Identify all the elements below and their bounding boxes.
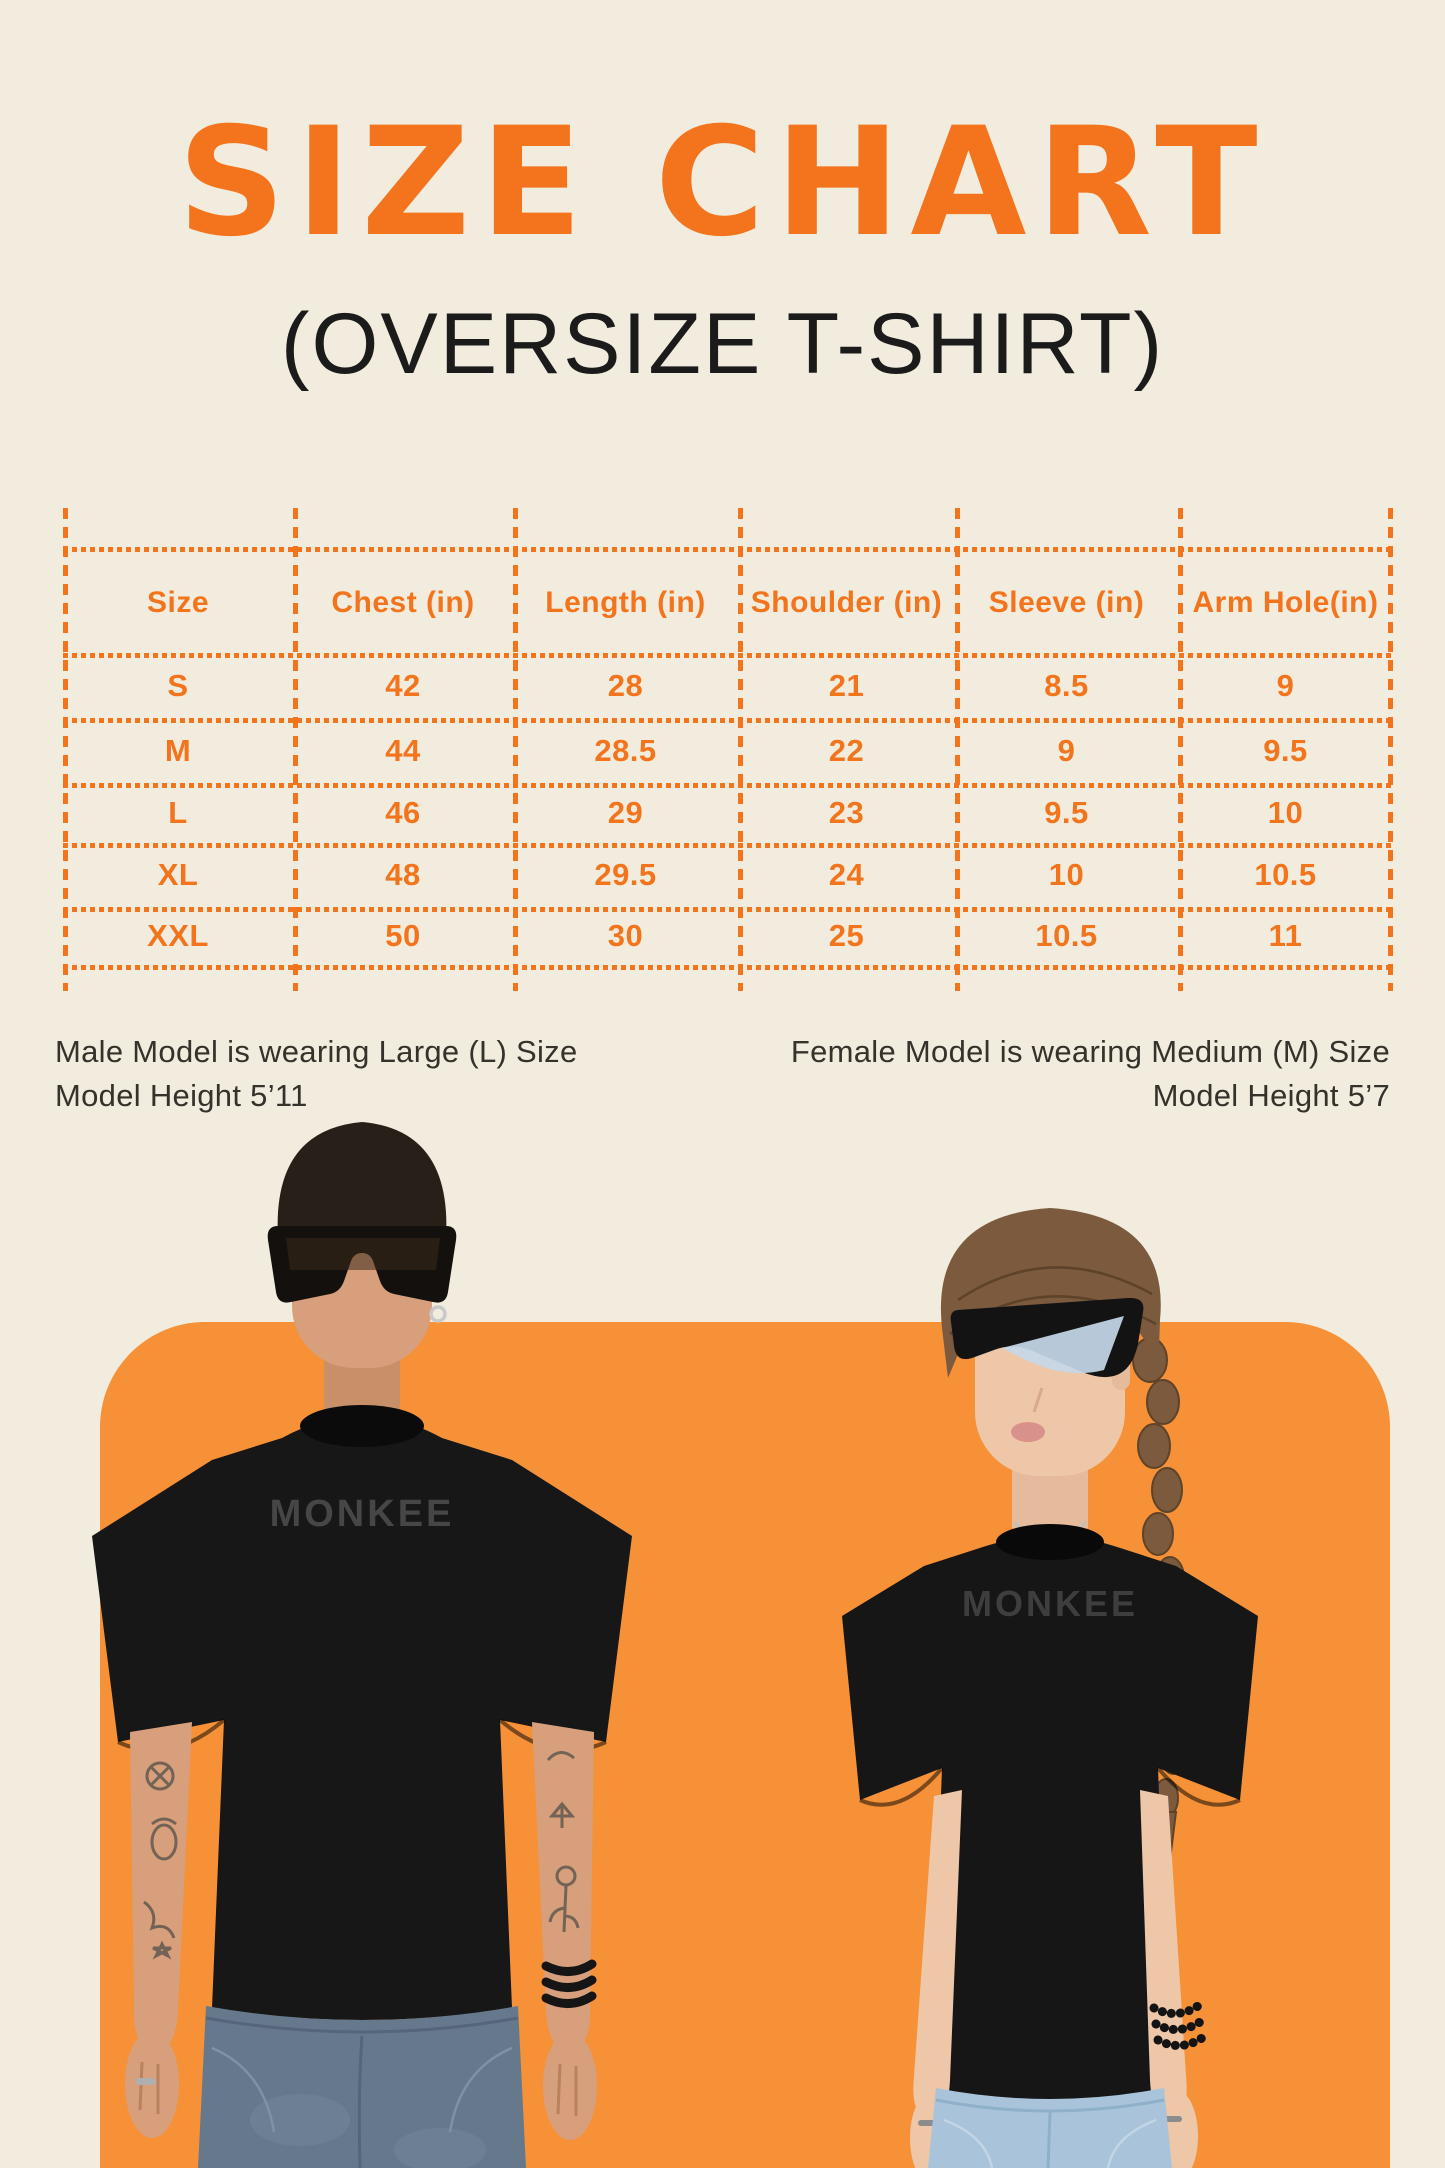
female-model-photo: [842, 1208, 1258, 2168]
table-cell: 23: [828, 795, 865, 830]
table-cells: [63, 552, 1393, 965]
table-cell: 24: [828, 857, 865, 892]
table-cell: 8.5: [1044, 667, 1089, 703]
page-title: SIZE CHART: [177, 96, 1268, 270]
table-cell: 9: [1276, 667, 1295, 703]
table-hline: [63, 965, 1393, 970]
column-header-shoulder: Shoulder (in): [750, 585, 943, 619]
table-cell: 25: [828, 918, 865, 953]
male-model-photo: [92, 1122, 632, 2168]
column-header-armhole: Arm Hole(in): [1192, 585, 1379, 619]
female-tshirt-print: MONKEE: [961, 1583, 1139, 1624]
size-chart-table: [63, 508, 1393, 991]
table-cell: 10.5: [1035, 918, 1098, 953]
column-header-size: Size: [146, 585, 210, 619]
male-ring: [136, 2078, 156, 2085]
table-cell: 9: [1057, 732, 1076, 768]
male-earring: [431, 1307, 445, 1321]
models-photo: [0, 1060, 1445, 2168]
table-cell: 10: [1267, 795, 1304, 830]
column-header-chest: Chest (in): [331, 585, 475, 619]
male-tshirt-print: MONKEE: [269, 1493, 455, 1535]
table-cell: 28: [607, 667, 644, 703]
table-cell: 29: [607, 795, 644, 830]
table-cell: 44: [385, 732, 421, 768]
page-subtitle: (OVERSIZE T-SHIRT): [280, 296, 1165, 392]
male-right-hand: [543, 2032, 597, 2140]
table-cell: 48: [385, 857, 421, 892]
table-cell: S: [167, 667, 189, 703]
table-cell: 29.5: [594, 857, 657, 892]
table-cell: XL: [157, 857, 199, 892]
female-jeans: [928, 2088, 1172, 2168]
table-cell: 9.5: [1044, 795, 1089, 830]
table-cell: 9.5: [1263, 732, 1308, 768]
table-cell: L: [168, 795, 188, 830]
table-cell: XXL: [147, 918, 209, 953]
table-cell: 11: [1268, 918, 1303, 953]
table-cell: 30: [607, 918, 644, 953]
table-cell: 28.5: [594, 732, 657, 768]
female-lips: [1011, 1422, 1045, 1442]
table-cell: 46: [385, 795, 421, 830]
table-cell: 22: [828, 732, 865, 768]
table-cell: M: [164, 732, 192, 768]
table-cell: 50: [385, 918, 421, 953]
table-cell: 42: [385, 667, 421, 703]
column-header-length: Length (in): [545, 585, 706, 619]
male-jeans: [198, 2006, 526, 2168]
column-header-sleeve: Sleeve (in): [988, 585, 1145, 619]
table-cell: 10: [1048, 857, 1085, 892]
male-model-note-line2: Model Height 5’11: [55, 1078, 308, 1114]
table-cell: 21: [828, 667, 865, 703]
female-model-note-line2: Model Height 5’7: [1152, 1078, 1390, 1114]
female-model-note-line1: Female Model is wearing Medium (M) Size: [790, 1034, 1390, 1069]
male-model-note-line1: Male Model is wearing Large (L) Size: [55, 1034, 578, 1069]
table-cell: 10.5: [1254, 857, 1317, 892]
